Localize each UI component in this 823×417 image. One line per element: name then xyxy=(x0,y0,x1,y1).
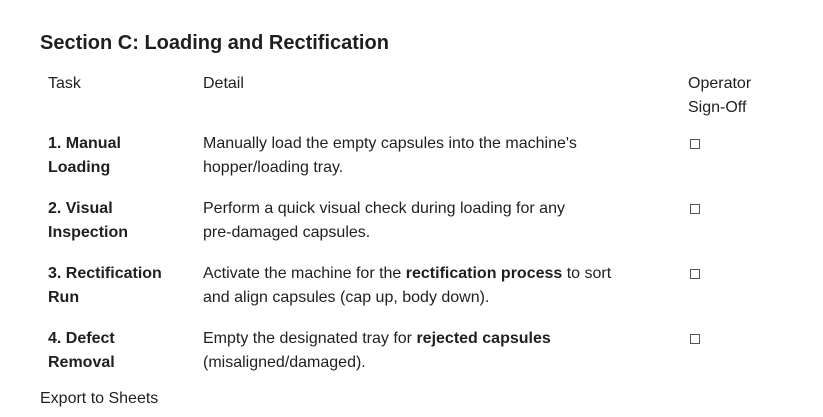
task-cell xyxy=(48,197,198,245)
task-line2: Loading xyxy=(48,159,111,176)
header-detail: Detail xyxy=(203,75,244,92)
detail-text: to sort xyxy=(562,265,612,282)
header-operator-sign-off xyxy=(688,72,788,120)
sign-off-cell xyxy=(688,132,788,149)
table-row xyxy=(40,197,800,262)
export-to-sheets-link[interactable]: Export to Sheets xyxy=(40,390,159,407)
header-sign-off-line2: Sign-Off xyxy=(688,99,747,116)
detail-line1: Manually load the empty capsules into the machine's xyxy=(203,135,577,152)
table-row xyxy=(40,132,800,197)
detail-text: Activate the machine for the xyxy=(203,265,406,282)
sign-off-cell xyxy=(688,327,788,344)
task-line2: Removal xyxy=(48,354,115,371)
detail-cell xyxy=(203,262,673,310)
sign-off-checkbox[interactable] xyxy=(690,334,700,344)
task-line1: 2. Visual xyxy=(48,200,113,217)
detail-line1: Perform a quick visual check during loading for any xyxy=(203,200,565,217)
header-task: Task xyxy=(48,75,81,92)
sign-off-checkbox[interactable] xyxy=(690,269,700,279)
sign-off-checkbox[interactable] xyxy=(690,139,700,149)
task-line2: Inspection xyxy=(48,224,129,241)
task-line1: 4. Defect xyxy=(48,330,115,347)
detail-line2: hopper/loading tray. xyxy=(203,159,344,176)
detail-cell xyxy=(203,327,673,375)
sign-off-cell xyxy=(688,197,788,214)
task-line1: 1. Manual xyxy=(48,135,121,152)
table-row xyxy=(40,327,800,392)
task-cell xyxy=(48,327,198,375)
detail-line1 xyxy=(203,327,673,351)
detail-emphasis: rejected capsules xyxy=(416,330,551,347)
task-line2: Run xyxy=(48,289,80,306)
table-row xyxy=(40,262,800,327)
task-cell xyxy=(48,132,198,180)
task-cell xyxy=(48,262,198,310)
detail-line2: pre-damaged capsules. xyxy=(203,224,371,241)
table-header-row xyxy=(40,72,800,132)
detail-line1 xyxy=(203,262,673,286)
detail-line2: and align capsules (cap up, body down). xyxy=(203,289,490,306)
detail-text: Empty the designated tray for xyxy=(203,330,417,347)
section-title: Section C: Loading and Rectification xyxy=(40,32,389,54)
sign-off-cell xyxy=(688,262,788,279)
detail-cell xyxy=(203,197,673,245)
task-table xyxy=(40,72,800,392)
detail-line2: (misaligned/damaged). xyxy=(203,354,366,371)
header-sign-off-line1: Operator xyxy=(688,75,752,92)
detail-emphasis: rectification process xyxy=(405,265,563,282)
task-line1: 3. Rectification xyxy=(48,265,162,282)
detail-cell xyxy=(203,132,673,180)
sign-off-checkbox[interactable] xyxy=(690,204,700,214)
